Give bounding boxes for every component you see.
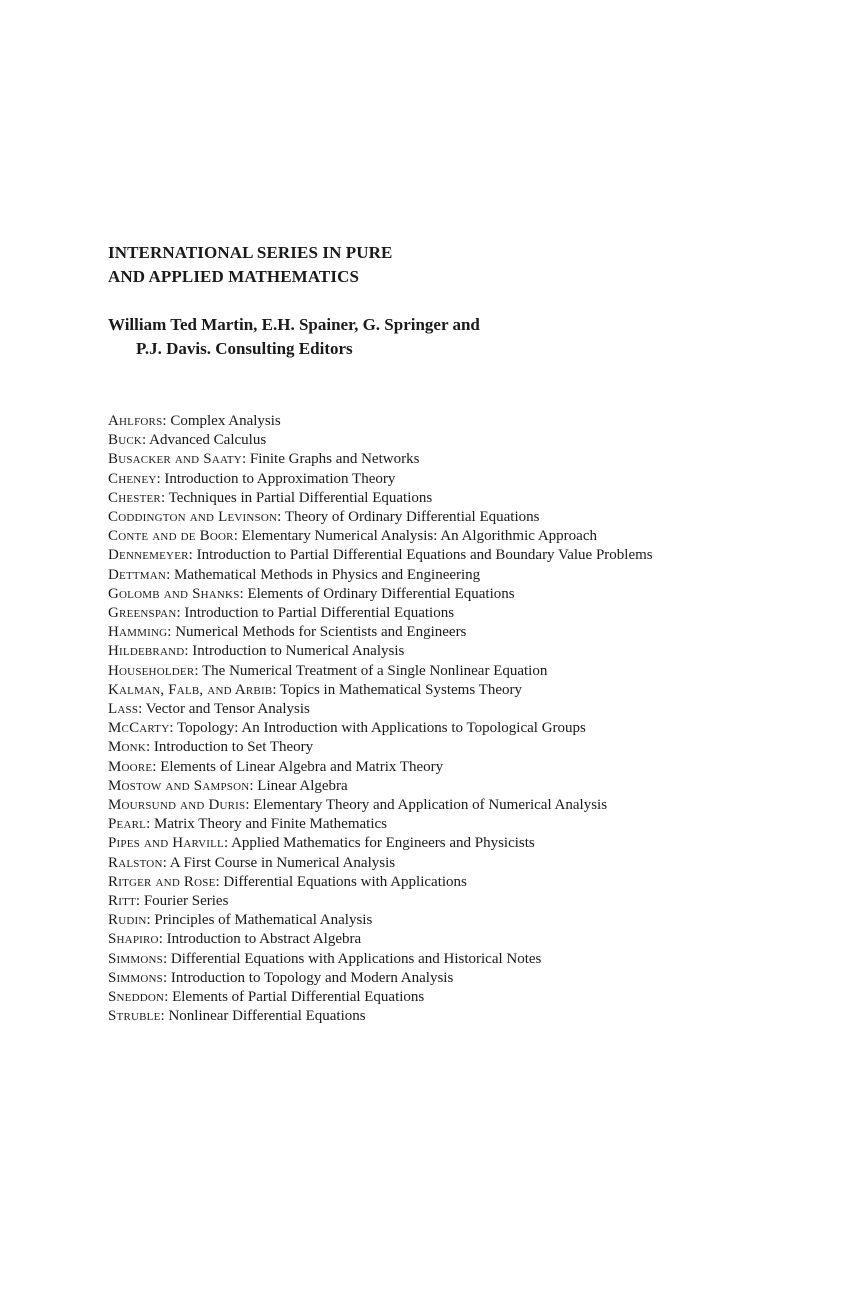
book-entry	[108, 681, 653, 700]
book-title: : Introduction to Numerical Analysis	[184, 643, 405, 660]
book-title: : Introduction to Topology and Modern Analysis	[162, 969, 454, 986]
consulting-editors	[108, 313, 480, 361]
book-entry	[108, 854, 653, 873]
book-author: Golomb and Shanks	[108, 585, 240, 602]
book-entry	[108, 623, 653, 642]
book-author: Pearl	[108, 816, 147, 833]
book-entry	[108, 988, 653, 1007]
book-title: : A First Course in Numerical Analysis	[162, 854, 396, 871]
book-entry	[108, 815, 653, 834]
book-author: Dennemeyer	[108, 547, 189, 564]
book-author: Busacker and Saaty	[108, 451, 242, 468]
book-title: : Nonlinear Differential Equations	[160, 1008, 366, 1025]
book-entry	[108, 527, 653, 546]
book-author: Moore	[108, 758, 153, 775]
book-entry	[108, 1007, 653, 1026]
book-entry	[108, 489, 653, 508]
book-title: : Applied Mathematics for Engineers and Physicists	[223, 835, 535, 852]
book-title: : Mathematical Methods in Physics and Engineering	[166, 566, 481, 583]
book-entry	[108, 412, 653, 431]
book-author: Rudin	[108, 912, 147, 929]
book-entry	[108, 892, 653, 911]
book-title: : Numerical Methods for Scientists and Engineers	[167, 624, 467, 641]
book-entry	[108, 585, 653, 604]
book-title: : Matrix Theory and Finite Mathematics	[146, 816, 387, 833]
book-entry	[108, 566, 653, 585]
book-title: : Introduction to Partial Differential Equations	[176, 605, 455, 622]
book-author: Coddington and Levinson	[108, 509, 278, 526]
book-author: Ritt	[108, 893, 136, 910]
book-author: Cheney	[108, 470, 157, 487]
book-author: Moursund and Duris	[108, 797, 246, 814]
book-entry	[108, 930, 653, 949]
book-entry	[108, 738, 653, 757]
book-entry	[108, 604, 653, 623]
book-entry	[108, 777, 653, 796]
book-entry	[108, 873, 653, 892]
book-author: Householder	[108, 662, 195, 679]
book-title: : Differential Equations with Applications	[215, 873, 467, 890]
editors-line-1: William Ted Martin, E.H. Spainer, G. Springer and	[108, 315, 480, 334]
book-list	[108, 412, 653, 1027]
book-title: : Elementary Theory and Application of Numerical Analysis	[245, 797, 608, 814]
book-title: : Principles of Mathematical Analysis	[146, 912, 373, 929]
book-author: Simmons	[108, 950, 163, 967]
book-title: : Topology: An Introduction with Applications to Topological Groups	[169, 720, 586, 737]
book-entry	[108, 431, 653, 450]
book-title: : Advanced Calculus	[142, 432, 267, 449]
book-entry	[108, 719, 653, 738]
book-entry	[108, 834, 653, 853]
book-author: Struble	[108, 1008, 161, 1025]
book-title: : Introduction to Set Theory	[145, 739, 314, 756]
book-title: : Elements of Linear Algebra and Matrix Theory	[152, 758, 444, 775]
book-title: : Elements of Partial Differential Equations	[164, 989, 425, 1006]
book-title: : Introduction to Partial Differential Equations and Boundary Value Problems	[188, 547, 653, 564]
book-author: Mostow and Sampson	[108, 777, 250, 794]
book-author: Hamming	[108, 624, 168, 641]
book-title: : Finite Graphs and Networks	[241, 451, 420, 468]
book-title: : Differential Equations with Applications and Historical Notes	[162, 950, 542, 967]
series-title-line-2: AND APPLIED MATHEMATICS	[108, 267, 360, 286]
book-title: : Theory of Ordinary Differential Equations	[277, 509, 540, 526]
book-entry	[108, 470, 653, 489]
book-author: McCarty	[108, 720, 170, 737]
book-entry	[108, 450, 653, 469]
book-author: Pipes and Harvill	[108, 835, 224, 852]
book-author: Buck	[108, 432, 143, 449]
book-author: Simmons	[108, 969, 163, 986]
book-author: Conte and de Boor	[108, 528, 234, 545]
book-title: : Linear Algebra	[249, 777, 348, 794]
series-title	[108, 241, 392, 289]
book-entry	[108, 546, 653, 565]
book-author: Monk	[108, 739, 146, 756]
book-author: Chester	[108, 489, 161, 506]
series-title-line-1: INTERNATIONAL SERIES IN PURE	[108, 243, 393, 262]
book-entry	[108, 911, 653, 930]
book-title: : The Numerical Treatment of a Single Nonlinear Equation	[194, 662, 548, 679]
book-author: Kalman, Falb, and Arbib	[108, 681, 273, 698]
book-author: Ritger and Rose	[108, 873, 216, 890]
book-author: Shapiro	[108, 931, 159, 948]
book-entry	[108, 508, 653, 527]
book-entry	[108, 662, 653, 681]
book-entry	[108, 796, 653, 815]
book-title: : Introduction to Abstract Algebra	[158, 931, 362, 948]
book-author: Lass	[108, 701, 139, 718]
book-author: Ahlfors	[108, 413, 163, 429]
editors-line-2: P.J. Davis. Consulting Editors	[136, 339, 353, 358]
book-title: : Elementary Numerical Analysis: An Algorithmic Approach	[233, 528, 597, 545]
book-title: : Introduction to Approximation Theory	[156, 470, 396, 487]
book-entry	[108, 642, 653, 661]
book-author: Sneddon	[108, 989, 165, 1006]
book-title: : Complex Analysis	[162, 413, 281, 429]
book-author: Dettman	[108, 566, 167, 583]
book-author: Hildebrand	[108, 643, 185, 660]
book-entry	[108, 969, 653, 988]
book-title: : Vector and Tensor Analysis	[138, 701, 310, 718]
book-author: Ralston	[108, 854, 163, 871]
book-title: : Topics in Mathematical Systems Theory	[272, 681, 522, 698]
book-title: : Techniques in Partial Differential Equations	[160, 489, 433, 506]
book-entry	[108, 700, 653, 719]
book-entry	[108, 950, 653, 969]
book-author: Greenspan	[108, 605, 177, 622]
book-title: : Fourier Series	[135, 893, 229, 910]
book-title: : Elements of Ordinary Differential Equations	[239, 585, 515, 602]
book-entry	[108, 758, 653, 777]
